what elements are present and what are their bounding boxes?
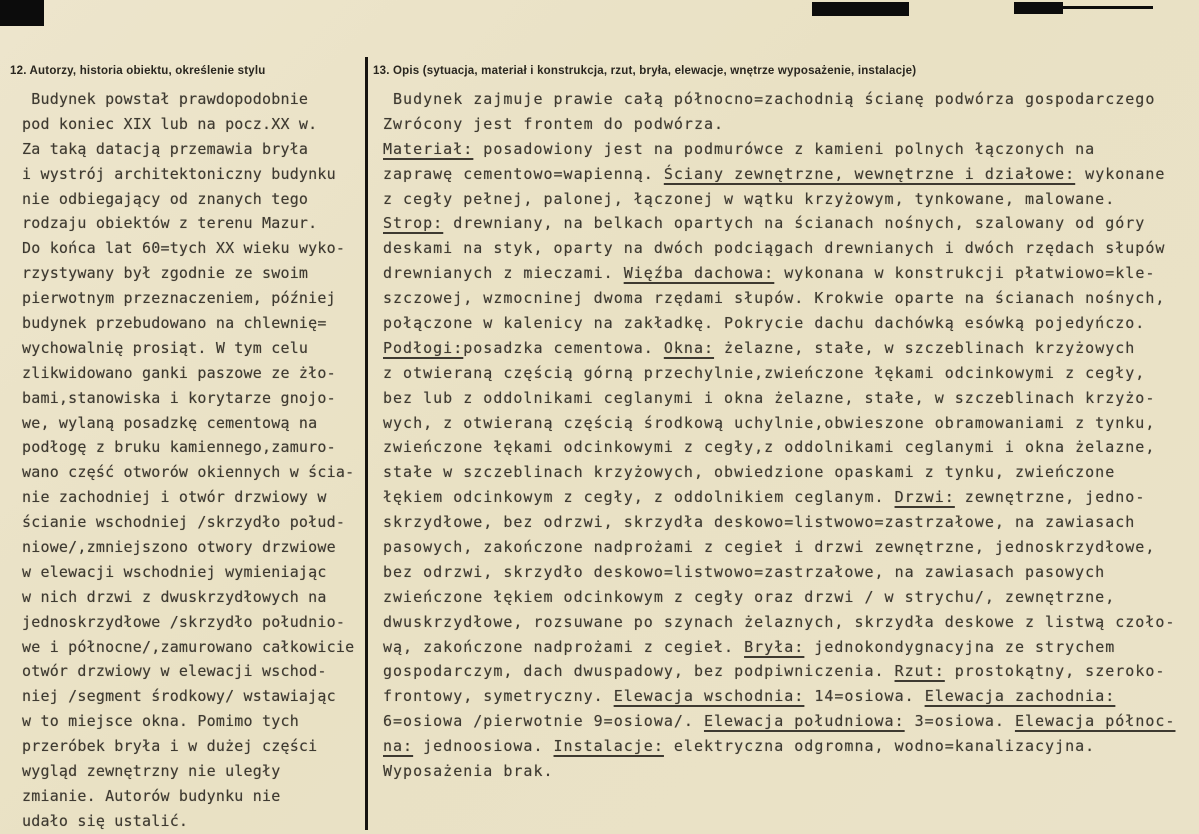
text-line: przeróbek bryła i w dużej części xyxy=(22,737,318,756)
text-line: pierwotnym przeznaczeniem, później xyxy=(22,289,336,308)
text-line: we i północne/,zamurowano całkowicie xyxy=(22,637,355,656)
text-line: połączone w kalenicy na zakładkę. Pokrycie dachu dachówką esówką pojedyńczo. xyxy=(383,314,1146,333)
text-line: pod koniec XIX lub na pocz.XX w. xyxy=(22,114,318,133)
text-line: skrzydłowe, bez odrzwi, skrzydła deskowo=listwowo=zastrzałowe, na zawiasach xyxy=(383,513,1136,532)
text-line: ścianie wschodniej /skrzydło połud- xyxy=(22,513,346,532)
text-line: Strop: drewniany, na belkach opartych na ścianach nośnych, szalowany od góry xyxy=(383,214,1146,233)
redaction-bar-top-right-2 xyxy=(1014,2,1063,14)
redaction-line-top-right xyxy=(1061,6,1153,9)
text-line: w nich drzwi z dwuskrzydłowych na xyxy=(22,587,327,606)
text-line: nie zachodniej i otwór drzwiowy w xyxy=(22,488,327,507)
text-line: nie odbiegający od znanych tego xyxy=(22,189,309,208)
field-12-history-text xyxy=(22,87,354,834)
text-line: szczowej, wzmocninej dwoma rzędami słupów. Krokwie oparte na ścianach nośnych, xyxy=(383,289,1166,308)
redaction-bar-top-right-1 xyxy=(812,2,909,16)
text-line: i wystrój architektoniczny budynku xyxy=(22,164,336,183)
text-line: rzystywany był zgodnie ze swoim xyxy=(22,264,309,283)
text-line: drewnianych z mieczami. Więźba dachowa: wykonana w konstrukcji płatwiowo=kle- xyxy=(383,264,1156,283)
text-line: Wyposażenia brak. xyxy=(383,762,554,781)
text-line: Za taką datacją przemawia bryła xyxy=(22,139,309,158)
text-line: niej /segment środkowy/ wstawiając xyxy=(22,687,336,706)
text-line: zwieńczone łękami odcinkowymi z cegły,z oddolnikami ceglanymi i okna żelazne, xyxy=(383,438,1156,457)
text-line: podłogę z bruku kamiennego,zamuro- xyxy=(22,438,336,457)
text-line: wygląd zewnętrzny nie uległy xyxy=(22,762,281,781)
field-13-description-text xyxy=(383,87,1175,784)
text-line: Do końca lat 60=tych XX wieku wyko- xyxy=(22,239,346,258)
text-line: bez lub z oddolnikami ceglanymi i okna żelazne, stałe, w szczeblinach krzyżo- xyxy=(383,388,1156,407)
text-line: bez odrzwi, skrzydło deskowo=listwowo=zastrzałowe, na zawiasach pasowych xyxy=(383,562,1106,581)
text-line: w elewacji wschodniej wymieniając xyxy=(22,562,327,581)
text-line: Podłogi:posadzka cementowa. Okna: żelazne, stałe, w szczeblinach krzyżowych xyxy=(383,338,1136,357)
text-line: wano część otworów okiennych w ścia- xyxy=(22,463,355,482)
text-line: w to miejsce okna. Pomimo tych xyxy=(22,712,299,731)
text-line: wą, zakończone nadprożami z cegieł. Bryła: jednokondygnacyjna ze strychem xyxy=(383,637,1116,656)
field-13-label: 13. Opis (sytuacja, materiał i konstrukcja, rzut, bryła, elewacje, wnętrze wyposażenie, instalacje) xyxy=(373,65,917,77)
text-line: zaprawę cementowo=wapienną. Ściany zewnętrzne, wewnętrzne i działowe: wykonane xyxy=(383,164,1166,183)
text-line: 6=osiowa /pierwotnie 9=osiowa/. Elewacja południowa: 3=osiowa. Elewacja północ- xyxy=(383,712,1176,731)
text-line: deskami na styk, oparty na dwóch podciągach drewnianych i dwóch rzędach słupów xyxy=(383,239,1166,258)
text-line: gospodarczym, dach dwuspadowy, bez podpiwniczenia. Rzut: prostokątny, szeroko- xyxy=(383,662,1166,681)
text-line: łękiem odcinkowym z cegły, z oddolnikiem ceglanym. Drzwi: zewnętrzne, jedno- xyxy=(383,488,1146,507)
text-line: zmianie. Autorów budynku nie xyxy=(22,786,281,805)
text-line: zwieńczone łękiem odcinkowym z cegły oraz drzwi / w strychu/, zewnętrzne, xyxy=(383,587,1116,606)
column-divider xyxy=(365,57,368,830)
text-line: z otwieraną częścią górną przechylnie,zwieńczone łękami odcinkowymi z cegły, xyxy=(383,363,1146,382)
text-line: zlikwidowano ganki paszowe ze żło- xyxy=(22,363,336,382)
text-line: na: jednoosiowa. Instalacje: elektryczna odgromna, wodno=kanalizacyjna. xyxy=(383,737,1096,756)
text-line: udało się ustalić. xyxy=(22,811,189,830)
text-line: bami,stanowiska i korytarze gnojo- xyxy=(22,388,336,407)
text-line: pasowych, zakończone nadprożami z cegieł i drzwi zewnętrzne, jednoskrzydłowe, xyxy=(383,538,1156,557)
text-line: we, wylaną posadzkę cementową na xyxy=(22,413,318,432)
text-line: budynek przebudowano na chlewnię= xyxy=(22,314,327,333)
text-line: z cegły pełnej, palonej, łączonej w wątku krzyżowym, tynkowane, malowane. xyxy=(383,189,1116,208)
text-line: Budynek zajmuje prawie całą północno=zachodnią ścianę podwórza gospodarczego xyxy=(383,90,1156,108)
text-line: wych, z otwieraną częścią środkową uchylnie,obwieszone obramowaniami z tynku, xyxy=(383,413,1156,432)
text-line: wychowalnię prosiąt. W tym celu xyxy=(22,338,309,357)
field-12-label: 12. Autorzy, historia obiektu, określenie stylu xyxy=(10,65,266,77)
redaction-mark-top-left xyxy=(0,0,44,26)
text-line: Zwrócony jest frontem do podwórza. xyxy=(383,114,725,133)
text-line: niowe/,zmniejszono otwory drzwiowe xyxy=(22,538,336,557)
text-line: frontowy, symetryczny. Elewacja wschodnia: 14=osiowa. Elewacja zachodnia: xyxy=(383,687,1116,706)
text-line: jednoskrzydłowe /skrzydło południo- xyxy=(22,612,346,631)
text-line: Materiał: posadowiony jest na podmurówce z kamieni polnych łączonych na xyxy=(383,139,1096,158)
text-line: Budynek powstał prawdopodobnie xyxy=(22,90,309,108)
text-line: dwuskrzydłowe, rozsuwane po szynach żelaznych, skrzydła deskowe z listwą czoło- xyxy=(383,612,1176,631)
text-line: stałe w szczeblinach krzyżowych, obwiedzione opaskami z tynku, zwieńczone xyxy=(383,463,1116,482)
text-line: rodzaju obiektów z terenu Mazur. xyxy=(22,214,318,233)
text-line: otwór drzwiowy w elewacji wschod- xyxy=(22,662,327,681)
